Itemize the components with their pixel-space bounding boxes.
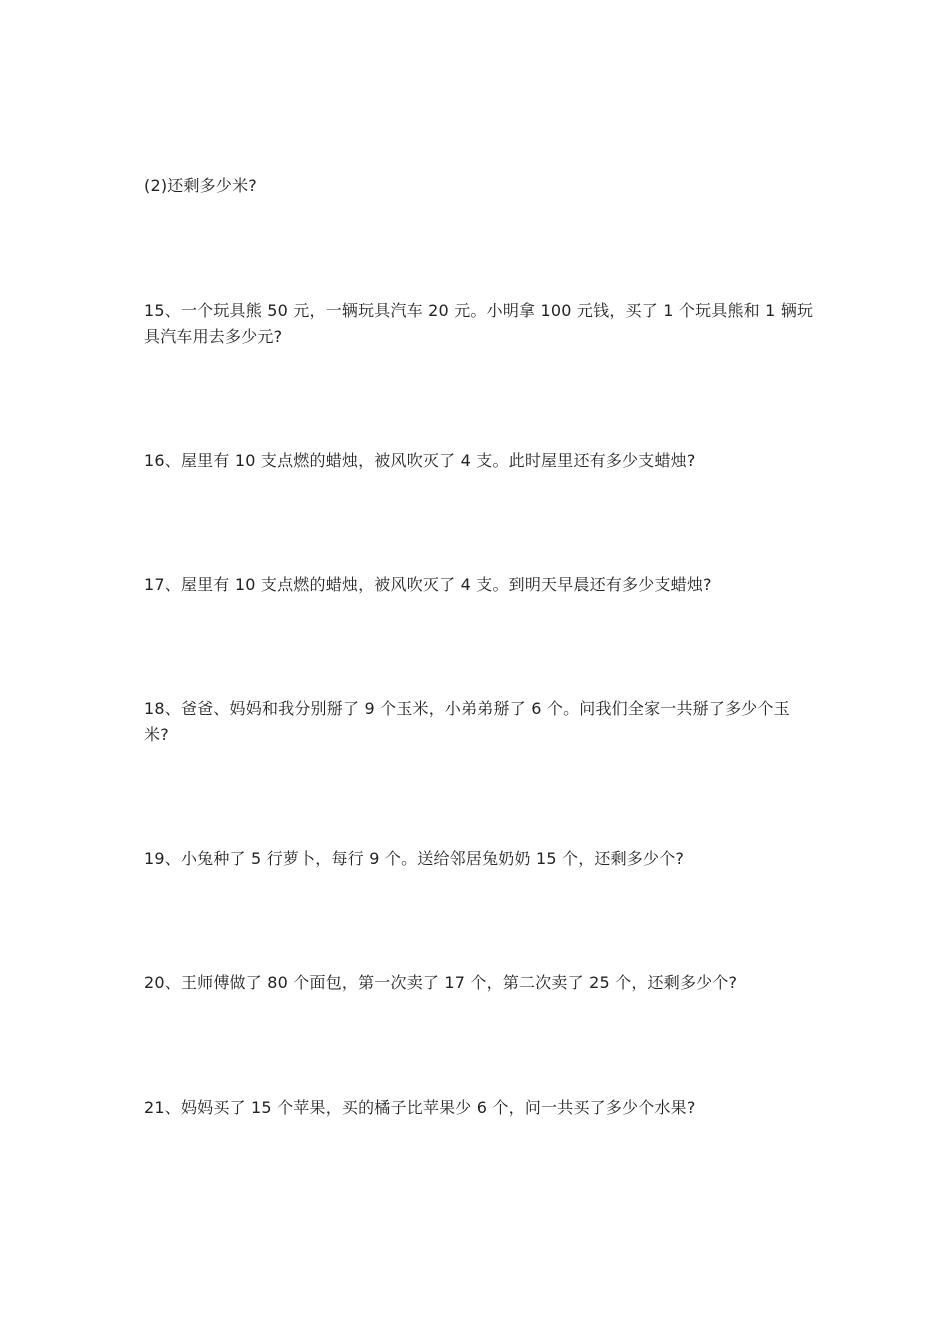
question-17 — [144, 572, 814, 598]
question-18 — [144, 696, 814, 748]
question-text: (2)还剩多少米? — [144, 176, 257, 195]
question-text: 15、一个玩具熊 50 元，一辆玩具汽车 20 元。小明拿 100 元钱，买了 1 个玩具熊和 1 辆玩具汽车用去多少元? — [144, 301, 814, 346]
question-20 — [144, 970, 814, 996]
question-text: 19、小兔种了 5 行萝卜，每行 9 个。送给邻居兔奶奶 15 个，还剩多少个? — [144, 849, 685, 868]
question-text: 17、屋里有 10 支点燃的蜡烛，被风吹灭了 4 支。到明天早晨还有多少支蜡烛? — [144, 575, 712, 594]
question-text: 16、屋里有 10 支点燃的蜡烛，被风吹灭了 4 支。此时屋里还有多少支蜡烛? — [144, 451, 696, 470]
question-text: 21、妈妈买了 15 个苹果，买的橘子比苹果少 6 个，问一共买了多少个水果? — [144, 1098, 696, 1117]
question-19 — [144, 846, 814, 872]
question-16 — [144, 448, 814, 474]
question-15 — [144, 298, 814, 350]
question-text: 20、王师傅做了 80 个面包，第一次卖了 17 个，第二次卖了 25 个，还剩多少个? — [144, 973, 738, 992]
question-text: 18、爸爸、妈妈和我分别掰了 9 个玉米，小弟弟掰了 6 个。问我们全家一共掰了多少个玉米? — [144, 699, 790, 744]
question-21 — [144, 1095, 814, 1121]
question-14-part-2 — [144, 173, 814, 199]
